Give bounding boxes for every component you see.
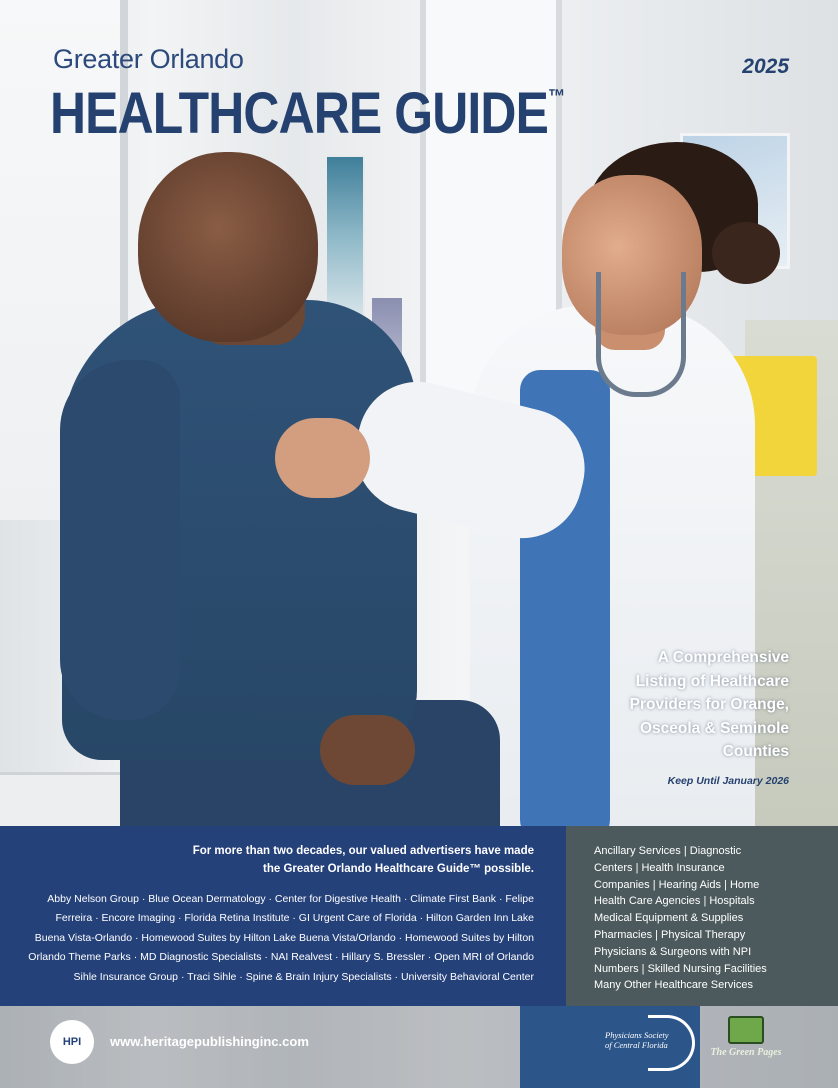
doctor-hair-bun: [712, 222, 780, 284]
tagline-line: A Comprehensive: [657, 649, 789, 666]
tagline-line: Osceola & Seminole: [639, 719, 789, 737]
advertisers-panel: [0, 826, 566, 1006]
patient-head: [138, 152, 318, 342]
physicians-society-logo-icon: [605, 1015, 695, 1065]
category-line: Pharmacies | Physical Therapy: [594, 928, 746, 941]
patient-hands: [320, 715, 415, 785]
advertisers-line: Ferreira · Encore Imaging · Florida Retina Institute · GI Urgent Care of Florida · Hilton Garden Inn Lake: [55, 912, 534, 925]
physicians-society-name: [605, 1030, 669, 1050]
cover-title-text: HEALTHCARE GUIDE: [50, 81, 548, 146]
advertisers-intro: [164, 842, 534, 878]
hpi-logo-icon: HPI: [50, 1020, 94, 1064]
cover-tagline: [579, 646, 789, 764]
tagline-line: Counties: [722, 743, 789, 760]
categories-panel: [566, 826, 838, 1006]
category-line: Ancillary Services | Diagnostic: [594, 845, 742, 857]
physicians-society-line: Physicians Society: [605, 1030, 669, 1040]
edition-year: 2025: [742, 55, 789, 78]
intro-line: For more than two decades, our valued advertisers have made: [192, 845, 534, 857]
tagline-line: Providers for Orange,: [629, 696, 789, 713]
wall-poster: [325, 155, 365, 319]
category-line: Centers | Health Insurance: [594, 861, 725, 874]
category-line: Companies | Hearing Aids | Home: [594, 878, 760, 891]
stethoscope-icon: [596, 272, 686, 397]
advertisers-line: Abby Nelson Group · Blue Ocean Dermatology · Center for Digestive Health · Climate First Bank · Felipe: [47, 893, 534, 905]
advertisers-line: Orlando Theme Parks · MD Diagnostic Specialists · NAI Realvest · Hillary S. Bressler · Open MRI of Orlando: [28, 951, 534, 964]
advertisers-list: [24, 890, 534, 987]
category-line: Many Other Healthcare Services: [594, 979, 753, 992]
green-pages-book-icon: [728, 1016, 764, 1044]
cover-title: [50, 80, 564, 147]
green-pages-logo: [706, 1016, 786, 1074]
advertisers-line: Buena Vista-Orlando · Homewood Suites by Hilton Lake Buena Vista/Orlando · Homewood Suites by Hilton: [34, 931, 534, 944]
category-line: Medical Equipment & Supplies: [594, 912, 744, 925]
category-line: Health Care Agencies | Hospitals: [594, 895, 755, 908]
cover-subtitle: Greater Orlando: [53, 44, 244, 74]
intro-line: the Greater Orlando Healthcare Guide™ possible.: [263, 863, 534, 875]
keep-until-note: Keep Until January 2026: [667, 775, 789, 787]
trademark-symbol: ™: [547, 86, 565, 108]
physicians-society-line: of Central Florida: [605, 1040, 668, 1050]
advertisers-line: Sihle Insurance Group · Traci Sihle · Spine & Brain Injury Specialists · University Behavioral Center: [73, 970, 534, 983]
publisher-website-link[interactable]: www.heritagepublishinginc.com: [110, 1034, 309, 1049]
categories-list: [594, 843, 824, 994]
patient-arm: [60, 360, 180, 720]
tagline-line: Listing of Healthcare: [635, 672, 789, 690]
doctor-hand: [275, 418, 370, 498]
category-line: Numbers | Skilled Nursing Facilities: [594, 962, 767, 975]
category-line: Physicians & Surgeons with NPI: [594, 945, 752, 958]
green-pages-name: The Green Pages: [710, 1047, 782, 1058]
